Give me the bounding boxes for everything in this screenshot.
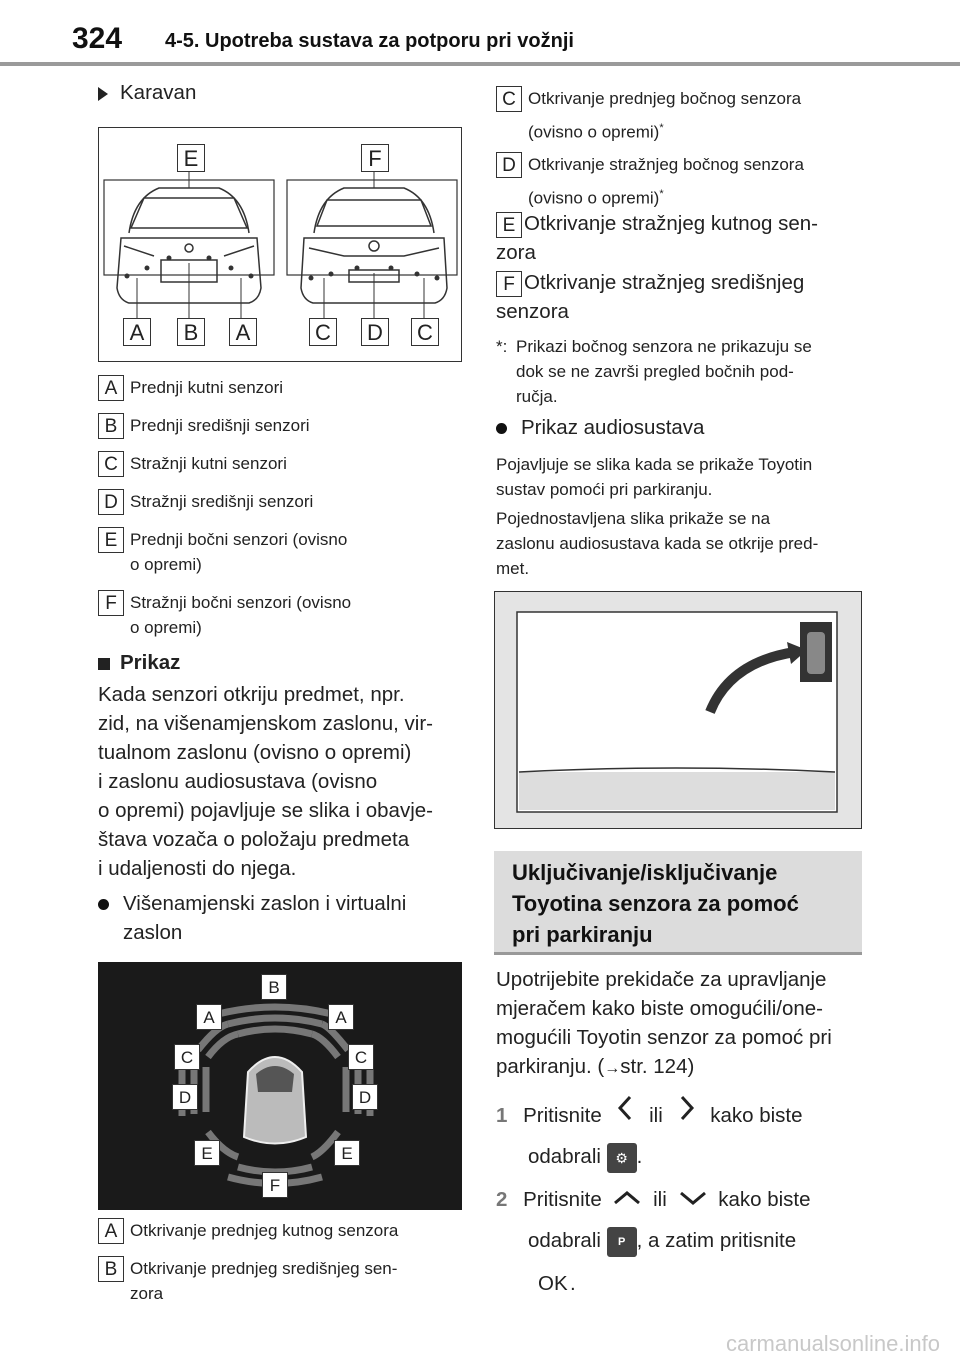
fig2-label-c-left: C	[174, 1044, 200, 1070]
fig2-label-a-right: A	[328, 1004, 354, 1030]
legend-f: F Stražnji bočni senzori (ovisno o opremi)	[98, 590, 458, 640]
circle-bullet-icon	[98, 899, 109, 910]
prikaz-heading	[98, 648, 180, 677]
gear-icon: ⚙	[607, 1143, 637, 1173]
variant-text: Karavan	[120, 81, 197, 104]
multi-display-bullet: Višenamjenski zaslon i virtualni zaslon	[98, 889, 468, 947]
prikaz-heading-text: Prikaz	[120, 651, 181, 674]
parking-sensor-icon: P	[607, 1227, 637, 1257]
label-e: E	[177, 144, 205, 172]
variant-heading	[98, 78, 196, 107]
header-rule	[0, 62, 960, 66]
legend-c: C Stražnji kutni senzori	[98, 451, 458, 476]
label-f: F	[361, 144, 389, 172]
square-bullet-icon	[98, 658, 110, 670]
label-d: D	[361, 318, 389, 346]
legend3-d: D Otkrivanje stražnjeg bočnog senzora (ovisno o opremi)*	[496, 152, 866, 211]
sensor-location-figure	[98, 127, 462, 362]
legend4-f: F Otkrivanje stražnjeg središnjeg senzora	[496, 271, 805, 323]
legend-d: D Stražnji središnji senzori	[98, 489, 458, 514]
toggle-paragraph: Upotrijebite prekidače za upravljanje mjeračem kako biste omogućili/one- mogućili Toyotin senzor za pomoć pri parkiranju. (→str. 124)	[496, 968, 832, 1078]
chevron-up-icon	[607, 1185, 647, 1214]
audio-screen-graphic	[495, 592, 860, 827]
legend2-b: B Otkrivanje prednjeg središnjeg sen- zora	[98, 1256, 468, 1306]
fig2-label-a-left: A	[196, 1004, 222, 1030]
label-c-right: C	[411, 318, 439, 346]
fig2-label-c-right: C	[348, 1044, 374, 1070]
legend3-c: C Otkrivanje prednjeg bočnog senzora (ovisno o opremi)*	[496, 86, 866, 145]
label-a-right: A	[229, 318, 257, 346]
ok-button-label: OK	[538, 1271, 568, 1295]
watermark: carmanualsonline.info	[725, 1331, 940, 1356]
chevron-down-icon	[673, 1185, 713, 1214]
chevron-right-icon	[669, 1094, 705, 1130]
footnote: *: Prikazi bočnog senzora ne prikazuju se dok se ne završi pregled bočnih pod- ručja.	[496, 337, 812, 406]
fig2-label-e-right: E	[334, 1140, 360, 1166]
label-a-left: A	[123, 318, 151, 346]
step-1: 1 Pritisnite ili kako biste odabrali ⚙ .	[496, 1094, 876, 1173]
label-c-left: C	[309, 318, 337, 346]
fig2-label-d-right: D	[352, 1084, 378, 1110]
audio-bullet: Prikaz audiosustava	[496, 413, 866, 442]
multi-display-figure	[98, 962, 462, 1210]
prikaz-paragraph: Kada senzori otkriju predmet, npr. zid, na višenamjenskom zaslonu, vir- tualnom zaslonu (ovisno o opremi) i zaslonu audiosustava (ovisno o opremi) pojavljuje se slika i obavje- štava vozača o položaju predmeta i udaljenosti do njega.	[98, 683, 433, 880]
circle-bullet-icon	[496, 423, 507, 434]
triangle-bullet-icon	[98, 87, 108, 101]
step-2: 2 Pritisnite ili kako biste odabrali P , a zatim pritisnite OK .	[496, 1185, 876, 1298]
fig2-label-d-left: D	[172, 1084, 198, 1110]
fig2-label-b: B	[261, 974, 287, 1000]
legend-b: B Prednji središnji senzori	[98, 413, 458, 438]
section-title: 4-5. Upotreba sustava za potporu pri vožnji	[165, 30, 574, 52]
audio-paragraph-2: Pojednostavljena slika prikaže se na zaslonu audiosustava kada se otkrije pred- met.	[496, 509, 819, 578]
audio-paragraph-1: Pojavljuje se slika kada se prikaže Toyotin sustav pomoći pri parkiranju.	[496, 455, 813, 499]
arrow-icon: →	[604, 1060, 621, 1077]
label-b: B	[177, 318, 205, 346]
legend-a: A Prednji kutni senzori	[98, 375, 458, 400]
legend-e: E Prednji bočni senzori (ovisno o opremi)	[98, 527, 458, 577]
car-sensor-diagram	[99, 128, 460, 360]
chevron-left-icon	[607, 1094, 643, 1130]
fig2-label-e-left: E	[194, 1140, 220, 1166]
fig2-label-f: F	[262, 1172, 288, 1198]
section-heading-box: Uključivanje/isključivanje Toyotina senzora za pomoć pri parkiranju	[494, 851, 862, 955]
audio-display-figure	[494, 591, 862, 829]
legend2-a: A Otkrivanje prednjeg kutnog senzora	[98, 1218, 468, 1243]
page-number: 324	[72, 22, 123, 55]
legend4-e: E Otkrivanje stražnjeg kutnog sen- zora	[496, 212, 818, 264]
